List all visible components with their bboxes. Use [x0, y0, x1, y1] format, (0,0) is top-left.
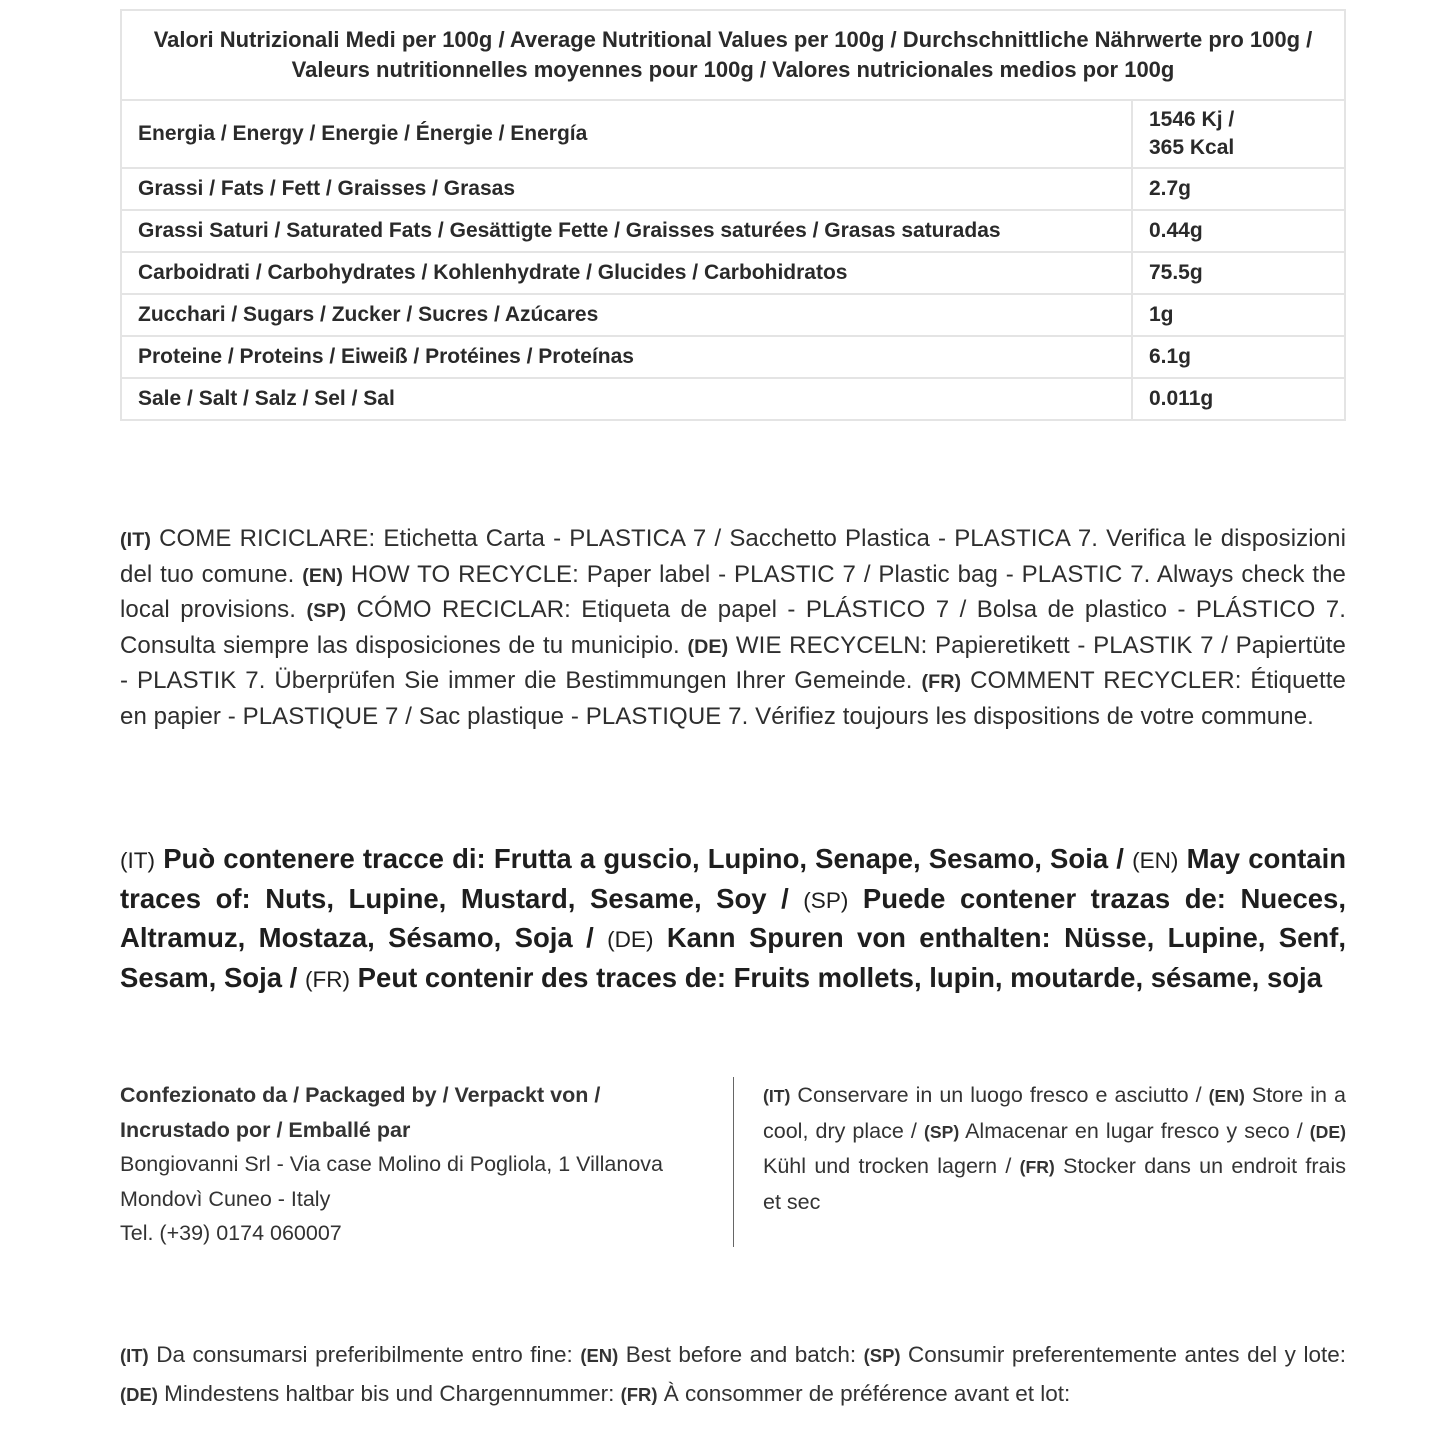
lang-tag: (IT)	[120, 529, 151, 551]
nutrient-label: Sale / Salt / Salz / Sel / Sal	[121, 378, 1132, 420]
lang-tag: (SP)	[923, 1121, 960, 1142]
lang-tag: (EN)	[580, 1345, 619, 1366]
nutrition-row	[121, 378, 1345, 420]
energy-kj: 1546 Kj /	[1148, 108, 1235, 131]
best-before-text: Da consumarsi preferibilmente entro fine:	[148, 1342, 581, 1367]
nutrient-value: 0.44g	[1132, 210, 1345, 252]
lang-tag: (SP)	[863, 1345, 901, 1366]
best-before-paragraph	[120, 1336, 1346, 1413]
recycling-text: COME RICICLARE: Etichetta Carta - PLASTICA 7 / Sacchetto Plastica - PLASTICA 7. Verifica le disposizioni del tuo comune.	[120, 525, 1346, 588]
lang-tag: (FR)	[921, 671, 962, 693]
lang-tag: (SP)	[803, 887, 849, 913]
allergen-paragraph	[120, 840, 1346, 998]
best-before-text: Consumir preferentemente antes del y lote:	[900, 1342, 1346, 1367]
lang-tag: (DE)	[607, 927, 654, 952]
lang-tag: (EN)	[302, 564, 344, 587]
recycling-text: HOW TO RECYCLE: Paper label - PLASTIC 7 / Plastic bag - PLASTIC 7. Always check the local provisions.	[120, 560, 1347, 623]
nutrition-row	[121, 210, 1345, 252]
nutrition-row	[121, 252, 1345, 294]
lang-tag: (FR)	[1019, 1157, 1055, 1177]
nutrient-label: Zucchari / Sugars / Zucker / Sucres / Azúcares	[121, 294, 1132, 336]
vertical-divider	[733, 1077, 734, 1247]
allergen-text: Peut contenir des traces de: Fruits mollets, lupin, moutarde, sésame, soja	[350, 961, 1322, 993]
nutrition-table	[120, 9, 1346, 421]
allergen-text: Kann Spuren von enthalten: Nüsse, Lupine, Senf, Sesam, Soja /	[120, 922, 1346, 993]
packaged-address: Bongiovanni Srl - Via case Molino di Pogliola, 1 Villanova	[120, 1152, 664, 1176]
nutrient-value: 0.011g	[1132, 378, 1345, 420]
energy-kcal: 365 Kcal	[1148, 136, 1235, 159]
nutrient-value	[1132, 100, 1345, 168]
best-before-text: Best before and batch:	[618, 1342, 864, 1367]
nutrition-row	[121, 294, 1345, 336]
nutrition-header: Valori Nutrizionali Medi per 100g / Average Nutritional Values per 100g / Durchschnittliche Nährwerte pro 100g / Valeurs nutritionnelles moyennes pour 100g / Valores nutricionales medios por 100g	[121, 10, 1345, 100]
nutrient-label: Energia / Energy / Energie / Énergie / Energía	[121, 100, 1132, 168]
lang-tag: (IT)	[763, 1086, 791, 1106]
nutrition-row-energy	[121, 100, 1345, 168]
lang-tag: (DE)	[120, 1383, 158, 1405]
best-before-text: À consommer de préférence avant et lot:	[657, 1380, 1071, 1406]
recycling-text: COMMENT RECYCLER: Étiquette en papier - PLASTIQUE 7 / Sac plastique - PLASTIQUE 7. Vérifiez toujours les dispositions de votre commune.	[120, 667, 1346, 730]
nutrient-label: Grassi / Fats / Fett / Graisses / Grasas	[121, 168, 1132, 210]
packaged-heading: Confezionato da / Packaged by / Verpackt von /	[120, 1083, 601, 1107]
packaged-heading: Incrustado por / Emballé par	[120, 1117, 411, 1142]
storage-text: Stocker dans un endroit frais et sec	[763, 1154, 1346, 1214]
packaged-phone: Tel. (+39) 0174 060007	[120, 1221, 342, 1245]
nutrient-label: Grassi Saturi / Saturated Fats / Gesättigte Fette / Graisses saturées / Grasas saturadas	[121, 210, 1132, 252]
lang-tag: (FR)	[304, 966, 351, 992]
lang-tag: (EN)	[1132, 848, 1179, 873]
storage-text: Kühl und trocken lagern /	[763, 1154, 1020, 1178]
lang-tag: (EN)	[1208, 1086, 1245, 1106]
lang-tag: (DE)	[1309, 1121, 1346, 1142]
nutrient-label: Carboidrati / Carbohydrates / Kohlenhydrate / Glucides / Carbohidratos	[121, 252, 1132, 294]
nutrient-value: 1g	[1132, 294, 1345, 336]
storage-text: Almacenar en lugar fresco y seco /	[959, 1118, 1310, 1143]
lang-tag: (FR)	[620, 1383, 658, 1405]
packaged-address: Mondovì Cuneo - Italy	[120, 1186, 331, 1211]
storage-text: Conservare in un luogo fresco e asciutto /	[790, 1083, 1209, 1107]
lang-tag: (SP)	[306, 600, 347, 622]
allergen-text: Puede contener trazas de: Nueces, Altramuz, Mostaza, Sésamo, Soja /	[120, 882, 1346, 953]
storage-text: Store in a cool, dry place /	[763, 1083, 1346, 1143]
lang-tag: (DE)	[687, 635, 729, 658]
nutrient-value: 2.7g	[1132, 168, 1345, 210]
nutrient-value: 75.5g	[1132, 252, 1345, 294]
lang-tag: (IT)	[120, 848, 156, 873]
allergen-text: May contain traces of: Nuts, Lupine, Mustard, Sesame, Soy /	[120, 843, 1347, 914]
recycling-text: CÓMO RECICLAR: Etiqueta de papel - PLÁSTICO 7 / Bolsa de plastico - PLÁSTICO 7. Consulta siempre las disposiciones de tu municipio.	[120, 596, 1346, 659]
allergen-text: Può contenere tracce di: Frutta a guscio, Lupino, Senape, Sesamo, Soia /	[155, 843, 1133, 874]
recycling-text: WIE RECYCELN: Papieretikett - PLASTIK 7 / Papiertüte - PLASTIK 7. Überprüfen Sie immer die Bestimmungen Ihrer Gemeinde.	[120, 631, 1346, 694]
packaged-by-block	[120, 1078, 710, 1251]
nutrition-row	[121, 168, 1345, 210]
lang-tag: (IT)	[120, 1345, 149, 1366]
storage-paragraph	[763, 1078, 1346, 1219]
best-before-text: Mindestens haltbar bis und Chargennummer:	[157, 1380, 621, 1406]
nutrition-row	[121, 336, 1345, 378]
nutrient-value: 6.1g	[1132, 336, 1345, 378]
recycling-paragraph	[120, 522, 1346, 733]
nutrient-label: Proteine / Proteins / Eiweiß / Protéines / Proteínas	[121, 336, 1132, 378]
